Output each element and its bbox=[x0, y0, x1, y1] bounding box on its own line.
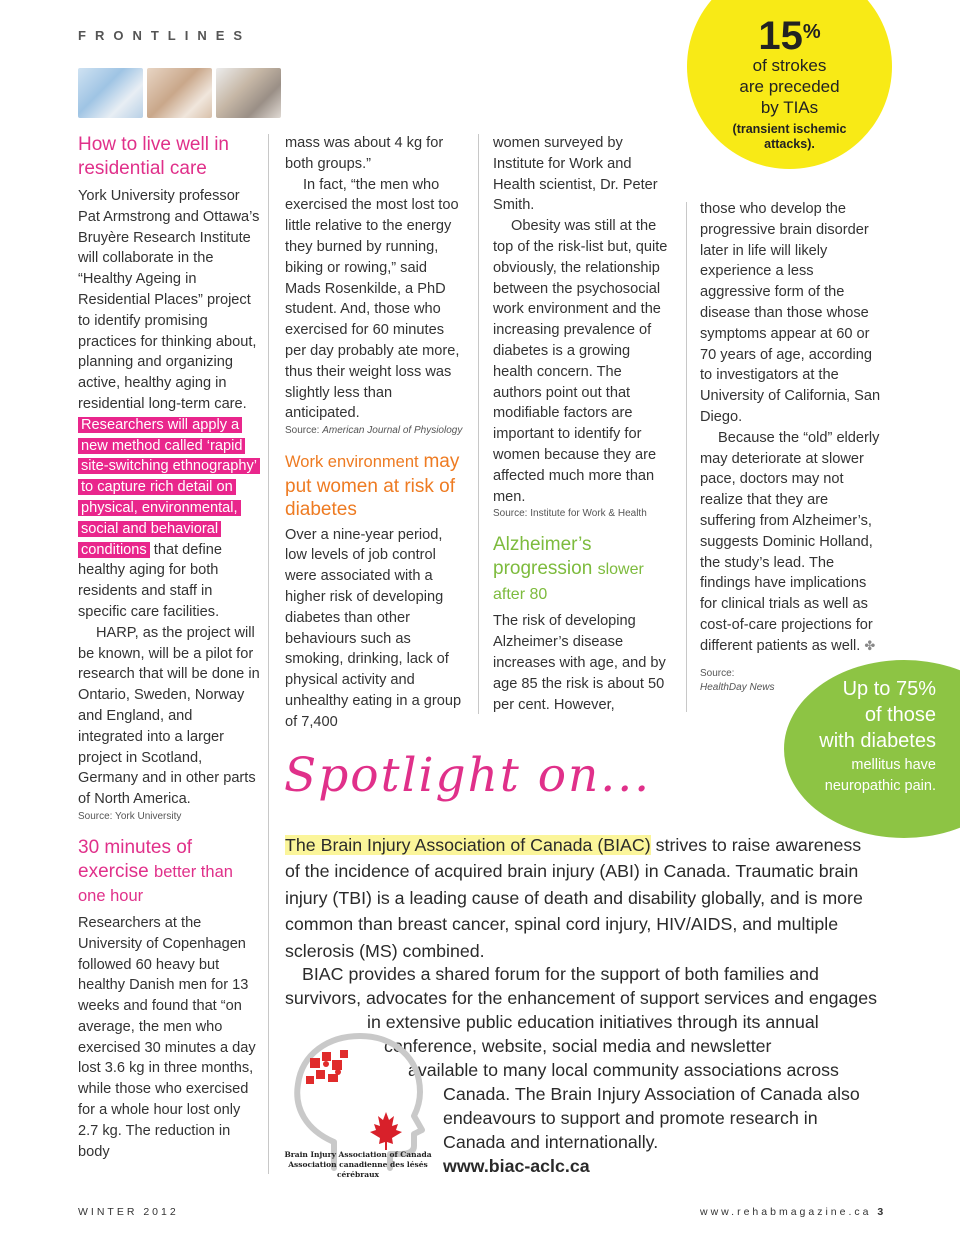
article-paragraph bbox=[700, 428, 885, 657]
article-heading-residential-care: How to live well in residential care bbox=[78, 134, 229, 179]
biac-logo-caption bbox=[282, 1150, 434, 1180]
heading-text: may put women at risk of diabetes bbox=[285, 451, 460, 521]
article-column-3 bbox=[493, 133, 673, 715]
wheelchair-photo bbox=[216, 68, 281, 118]
end-mark-icon: ✤ bbox=[864, 637, 876, 653]
article-column-4 bbox=[700, 199, 885, 695]
article-heading-work-environment bbox=[285, 450, 465, 522]
thumbnail-strip bbox=[78, 68, 281, 118]
footer-site bbox=[700, 1206, 883, 1218]
article-paragraph: mass was about 4 kg for both groups.” bbox=[285, 135, 444, 172]
stat-line: by TIAs bbox=[760, 98, 819, 117]
spotlight-intro-text: strives to raise awareness of the incidence of acquired brain injury (ABI) in Canada. Traumatic brain injury (TBI) is a leading cause of death and disability globally, and is more common than breast cancer, spinal cord injury, HIV/AIDS, and multiple sclerosis (MS) combined. bbox=[285, 835, 863, 961]
stat-line: are preceded bbox=[739, 77, 840, 96]
biac-website-link[interactable]: www.biac-aclc.ca bbox=[443, 1156, 590, 1176]
maple-leaf-icon bbox=[370, 1112, 402, 1150]
paragraph-text: Because the “old” elderly may deteriorate at slower pace, doctors may not realize that they are suffering from Alzheimer’s, suggests Dominic Holland, the study’s lead. The findings have implications for clinical trials as well as cost-of-care projections for different patients as well. bbox=[700, 429, 880, 654]
spotlight-line: Canada. The Brain Injury Association of Canada also bbox=[443, 1084, 860, 1104]
article-paragraph: HARP, as the project will be known, will be a pilot for research that will be done in Ontario, Sweden, Norway and England, and integrated into a larger project in Scotland, Germany and in other parts of North America. bbox=[78, 624, 260, 808]
spotlight-line: in extensive public education initiatives through its annual bbox=[367, 1012, 819, 1032]
stat-value: 15 bbox=[758, 14, 803, 58]
article-source: Source: Institute for Work & Health bbox=[493, 508, 647, 520]
section-label: FRONTLINES bbox=[78, 28, 252, 43]
logo-line-english: Brain Injury Association of Canada bbox=[284, 1150, 432, 1159]
stat-line: neuropathic pain. bbox=[824, 778, 936, 794]
article-paragraph: those who develop the progressive brain disorder later in life will likely experience a less aggressive form of the disease than those whose symptoms appear at 60 or 70 years of age, according to investigators at the University of California, San Diego. bbox=[700, 201, 881, 425]
stat-number bbox=[687, 14, 892, 58]
article-heading-alzheimers bbox=[493, 533, 673, 607]
stat-line: mellitus have bbox=[851, 757, 936, 773]
article-column-2 bbox=[285, 133, 465, 733]
source-name: HealthDay News bbox=[700, 681, 775, 693]
page-number: 3 bbox=[877, 1206, 884, 1218]
spotlight-intro bbox=[285, 832, 865, 964]
spotlight-line: available to many local community associations across bbox=[408, 1060, 839, 1080]
heading-text-light: slower after 80 bbox=[493, 561, 644, 604]
column-divider bbox=[268, 134, 269, 1174]
spotlight-line: conference, website, social media and newsletter bbox=[384, 1036, 772, 1056]
article-paragraph: In fact, “the men who exercised the most lost too little relative to the energy they burned by running, biking or rowing,” said Mads Rosenkilde, a PhD student. And, those who exercised for 60 minutes per day probably ate more, thus their weight loss was slightly less than anticipated. bbox=[285, 176, 460, 422]
article-paragraph: Obesity was still at the top of the risk-list but, quite obviously, the relationship between the psychosocial work environment and the increasing prevalence of diabetes is a growing health concern. The authors point out that modifiable factors are important to identify for women because they are affected much more than men. bbox=[493, 218, 668, 505]
article-source bbox=[285, 424, 465, 438]
stat-unit: % bbox=[802, 21, 821, 43]
column-divider bbox=[478, 134, 479, 714]
spotlight-line: Canada and internationally. bbox=[443, 1132, 659, 1152]
head-outline-icon bbox=[297, 1036, 422, 1168]
column-divider bbox=[686, 202, 687, 712]
footer-issue: WINTER 2012 bbox=[78, 1206, 179, 1218]
stat-line: of those bbox=[864, 704, 936, 726]
source-prefix: Source: bbox=[285, 425, 320, 437]
stat-line: with diabetes bbox=[819, 730, 936, 752]
biac-name-highlight: The Brain Injury Association of Canada (BIAC) bbox=[285, 835, 651, 855]
article-column-1 bbox=[78, 133, 260, 1162]
paragraph-text: York University professor Pat Armstrong and Ottawa’s Bruyère Research Institute will collaborate in the “Healthy Ageing in Residential Places” project to identify promising practices for thinking about, planning and organizing active, healthy aging in residential long-term care. bbox=[78, 188, 260, 412]
heading-text-light: Work environment bbox=[285, 453, 419, 472]
article-source: Source: York University bbox=[78, 810, 182, 822]
article-paragraph bbox=[78, 186, 260, 623]
stat-line: Up to 75% bbox=[842, 678, 936, 700]
source-prefix: Source: bbox=[700, 667, 735, 679]
heading-text-light: better than one hour bbox=[78, 862, 233, 905]
heading-text: Alzheimer’s progression bbox=[493, 534, 593, 580]
spotlight-line: endeavours to support and promote research in bbox=[443, 1108, 818, 1128]
article-paragraph: women surveyed by Institute for Work and Health scientist, Dr. Peter Smith. bbox=[493, 135, 658, 214]
stroke-stat-callout bbox=[687, 0, 892, 169]
article-paragraph: Researchers at the University of Copenhagen followed 60 heavy but healthy Danish men for 13 weeks and found that “on average, the men who exercised 30 minutes a day lost 3.6 kg in three months, while those who exercised for a whole hour lost only 2.7 kg. The reduction in body bbox=[78, 914, 256, 1160]
footer-url[interactable]: www.rehabmagazine.ca bbox=[700, 1206, 872, 1218]
article-paragraph: The risk of developing Alzheimer’s disease increases with age, and by age 85 the risk is about 50 per cent. However, bbox=[493, 613, 666, 713]
rehab-gym-photo bbox=[78, 68, 143, 118]
paragraph-text: that define healthy aging for both residents and staff in specific care facilities. bbox=[78, 541, 222, 620]
heading-text: 30 minutes of exercise bbox=[78, 836, 193, 882]
source-name: American Journal of Physiology bbox=[322, 425, 463, 437]
highlighted-text: Researchers will apply a new method called ‘rapid site-switching ethnography’ to capture rich detail on physical, environmental, social and behavioral conditions bbox=[78, 417, 260, 558]
stat-note: (transient ischemic attacks). bbox=[732, 122, 847, 151]
logo-line-french: Association canadienne des lésés cérébraux bbox=[288, 1160, 428, 1179]
article-heading-exercise bbox=[78, 836, 260, 908]
massage-photo bbox=[147, 68, 212, 118]
stat-line: of strokes bbox=[752, 56, 827, 75]
spotlight-title: Spotlight on... bbox=[284, 748, 652, 803]
article-paragraph: Over a nine-year period, low levels of job control were associated with a higher risk of developing diabetes than other behaviours such as smoking, drinking, lack of physical activity and unhealthy eating in a group of 7,400 bbox=[285, 526, 462, 730]
spotlight-line: BIAC provides a shared forum for the support of both families and bbox=[302, 964, 819, 984]
spotlight-line: survivors, advocates for the enhancement of support services and engages bbox=[285, 988, 878, 1008]
